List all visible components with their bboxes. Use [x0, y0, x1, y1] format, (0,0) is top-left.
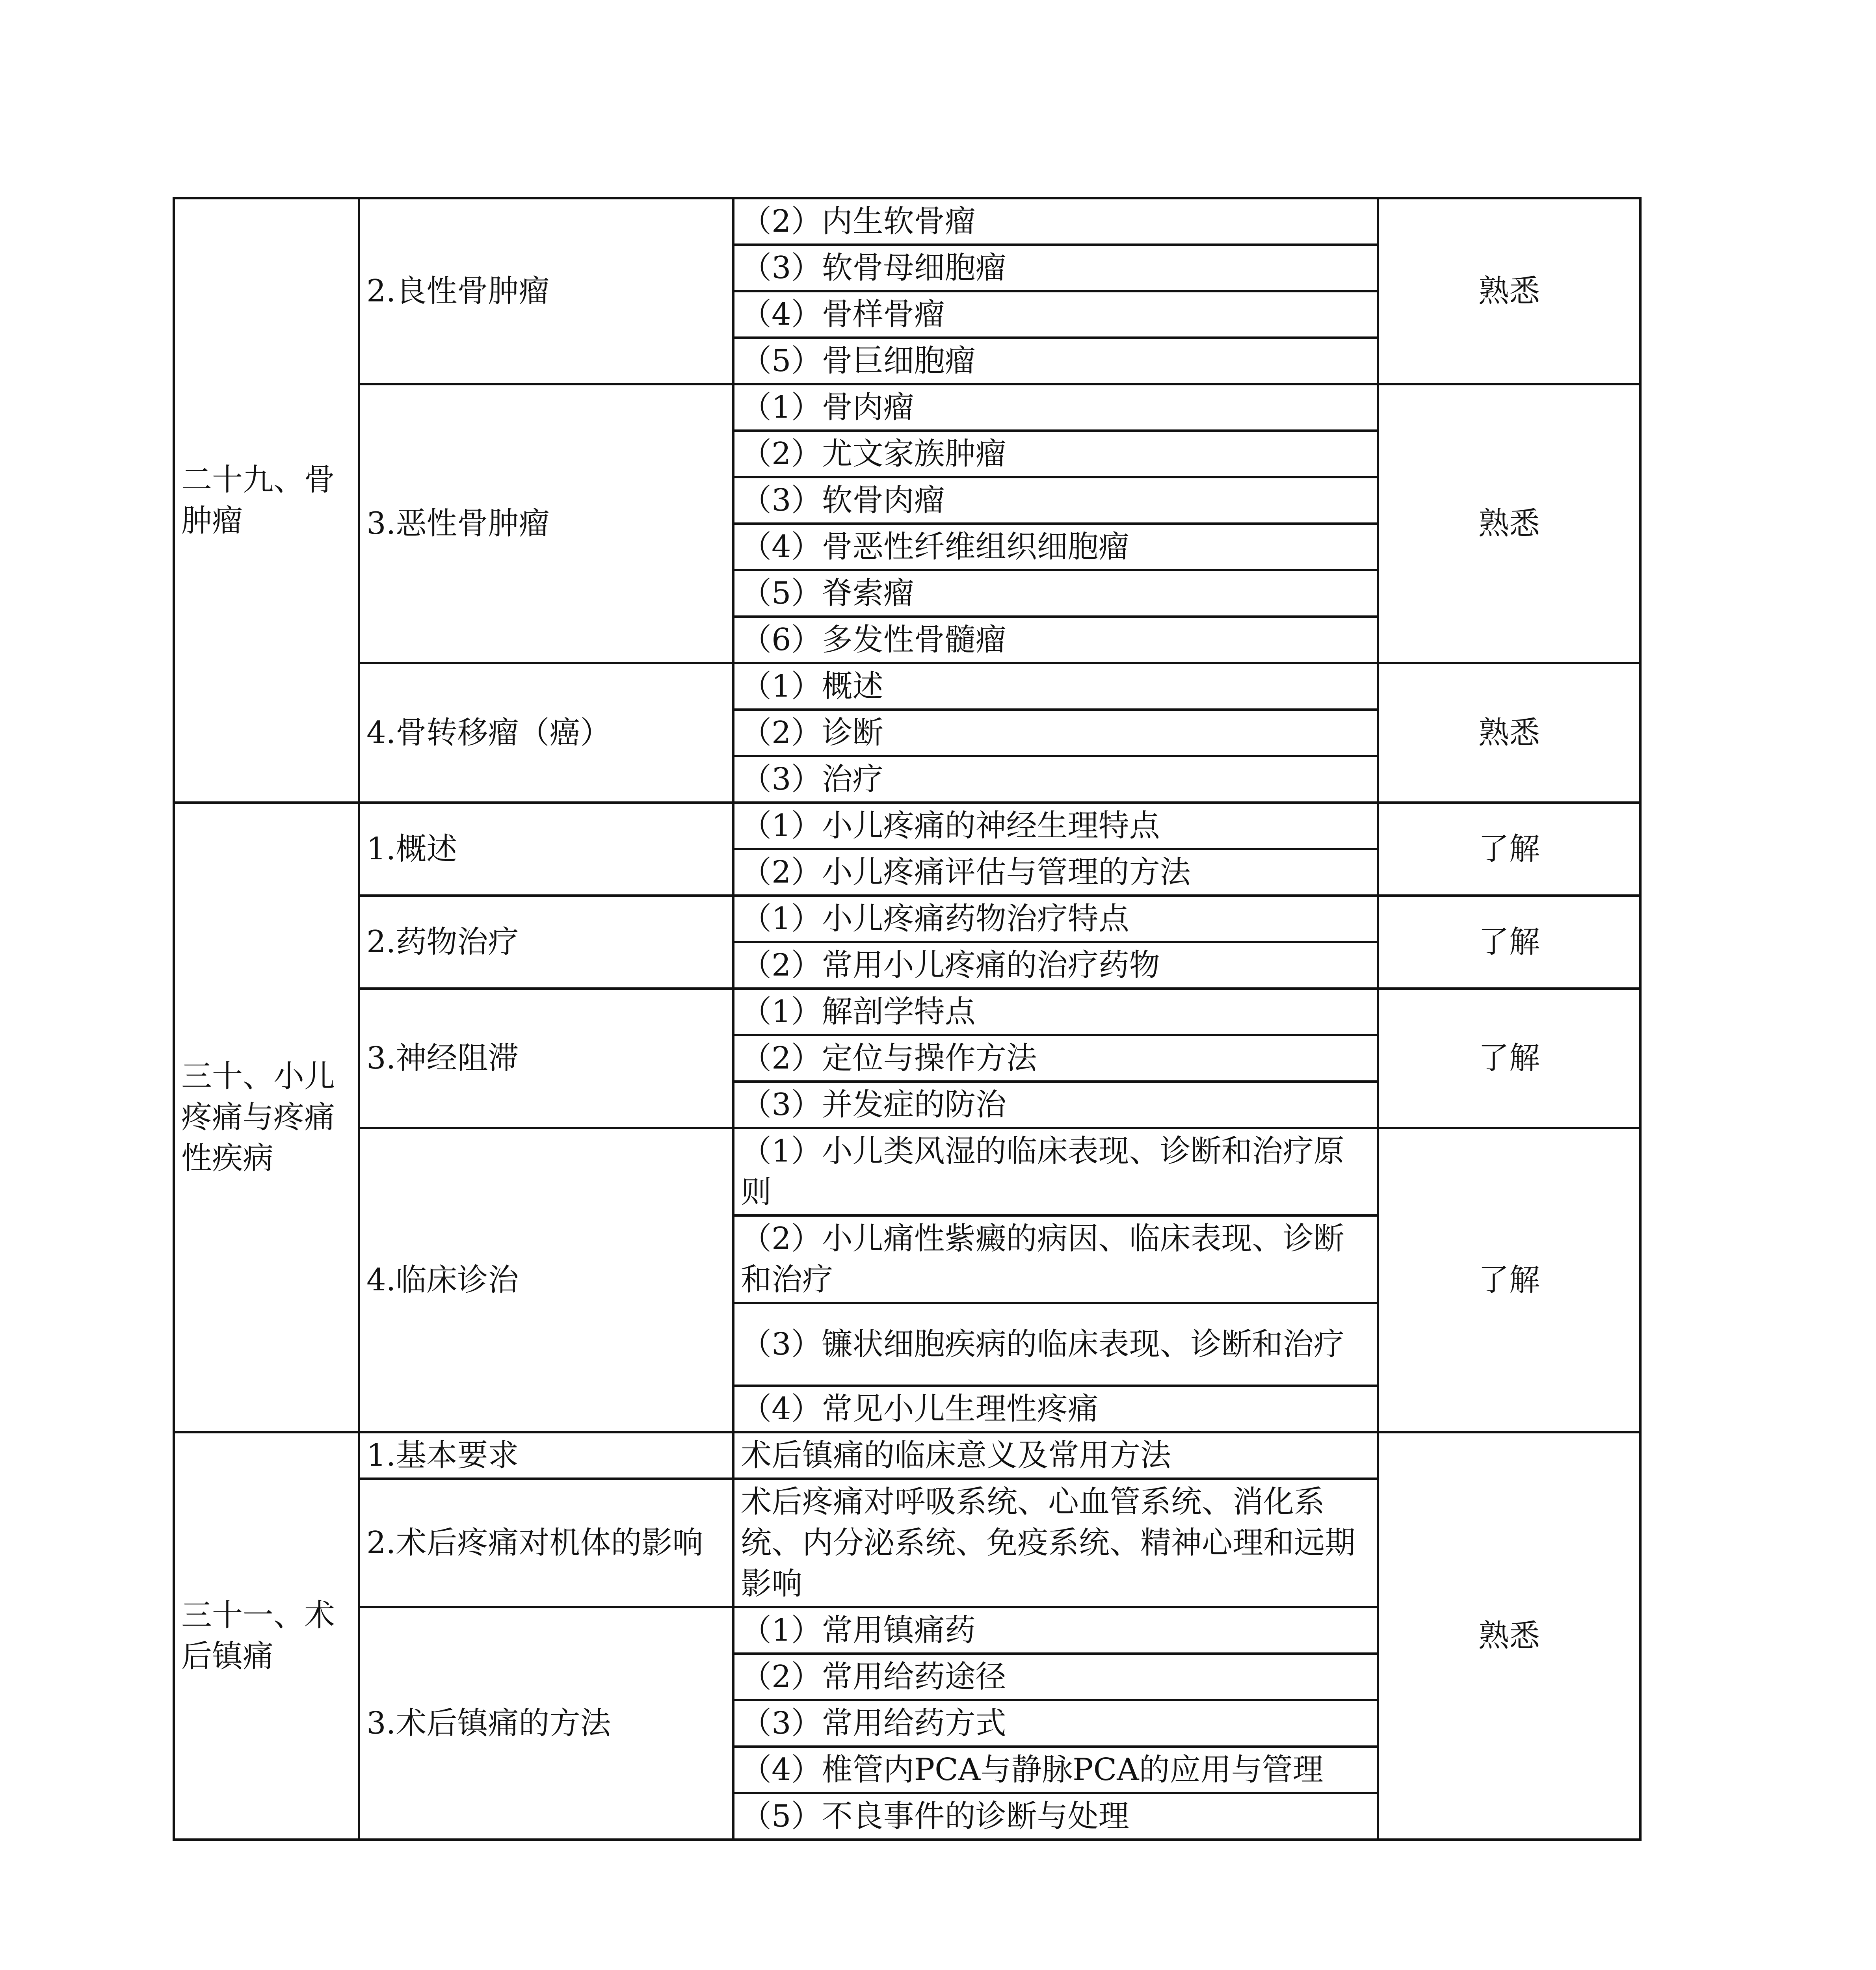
content-cell: （3）治疗: [733, 756, 1378, 803]
topic-cell: 2.药物治疗: [359, 896, 733, 989]
content-cell: （4）椎管内PCA与静脉PCA的应用与管理: [733, 1747, 1378, 1793]
level-cell: 熟悉: [1378, 663, 1640, 803]
content-cell: （2）常用小儿疼痛的治疗药物: [733, 942, 1378, 989]
level-cell: 熟悉: [1378, 1432, 1640, 1840]
content-cell: （1）概述: [733, 663, 1378, 710]
topic-cell: 4.骨转移瘤（癌）: [359, 663, 733, 803]
content-cell: （2）尤文家族肿瘤: [733, 431, 1378, 477]
unit-cell: 二十九、骨肿瘤: [174, 198, 359, 803]
content-cell: （4）骨恶性纤维组织细胞瘤: [733, 524, 1378, 570]
unit-cell: 三十、小儿疼痛与疼痛性疾病: [174, 803, 359, 1432]
content-cell: （1）小儿类风湿的临床表现、诊断和治疗原则: [733, 1128, 1378, 1215]
level-cell: 了解: [1378, 896, 1640, 989]
content-cell: （1）解剖学特点: [733, 989, 1378, 1035]
content-cell: （2）常用给药途径: [733, 1654, 1378, 1700]
content-cell: （2）诊断: [733, 710, 1378, 756]
content-cell: （2）小儿痛性紫癜的病因、临床表现、诊断和治疗: [733, 1215, 1378, 1303]
topic-cell: 2.术后疼痛对机体的影响: [359, 1479, 733, 1607]
content-cell: （2）内生软骨瘤: [733, 198, 1378, 245]
topic-cell: 4.临床诊治: [359, 1128, 733, 1432]
content-cell: 术后镇痛的临床意义及常用方法: [733, 1432, 1378, 1479]
level-cell: 了解: [1378, 989, 1640, 1128]
topic-cell: 2.良性骨肿瘤: [359, 198, 733, 384]
syllabus-table: [173, 197, 1642, 1841]
unit-cell: 三十一、术后镇痛: [174, 1432, 359, 1840]
content-cell: 术后疼痛对呼吸系统、心血管系统、消化系统、内分泌系统、免疫系统、精神心理和远期影响: [733, 1479, 1378, 1607]
content-cell: （2）定位与操作方法: [733, 1035, 1378, 1082]
content-cell: （3）常用给药方式: [733, 1700, 1378, 1747]
content-cell: （1）小儿疼痛的神经生理特点: [733, 803, 1378, 849]
content-cell: （3）软骨肉瘤: [733, 477, 1378, 524]
content-cell: （1）骨肉瘤: [733, 384, 1378, 431]
topic-cell: 3.恶性骨肿瘤: [359, 384, 733, 663]
content-cell: （3）软骨母细胞瘤: [733, 245, 1378, 291]
content-cell: （1）常用镇痛药: [733, 1607, 1378, 1654]
topic-cell: 1.基本要求: [359, 1432, 733, 1479]
level-cell: 熟悉: [1378, 198, 1640, 384]
content-cell: （1）小儿疼痛药物治疗特点: [733, 896, 1378, 942]
level-cell: 了解: [1378, 803, 1640, 896]
level-cell: 熟悉: [1378, 384, 1640, 663]
content-cell: （3）镰状细胞疾病的临床表现、诊断和治疗: [733, 1303, 1378, 1386]
content-cell: （6）多发性骨髓瘤: [733, 617, 1378, 663]
content-cell: （3）并发症的防治: [733, 1082, 1378, 1128]
content-cell: （4）骨样骨瘤: [733, 291, 1378, 338]
content-cell: （4）常见小儿生理性疼痛: [733, 1386, 1378, 1432]
content-cell: （5）骨巨细胞瘤: [733, 338, 1378, 384]
topic-cell: 3.神经阻滞: [359, 989, 733, 1128]
topic-cell: 3.术后镇痛的方法: [359, 1607, 733, 1840]
content-cell: （2）小儿疼痛评估与管理的方法: [733, 849, 1378, 896]
content-cell: （5）不良事件的诊断与处理: [733, 1793, 1378, 1840]
content-cell: （5）脊索瘤: [733, 570, 1378, 617]
level-cell: 了解: [1378, 1128, 1640, 1432]
topic-cell: 1.概述: [359, 803, 733, 896]
